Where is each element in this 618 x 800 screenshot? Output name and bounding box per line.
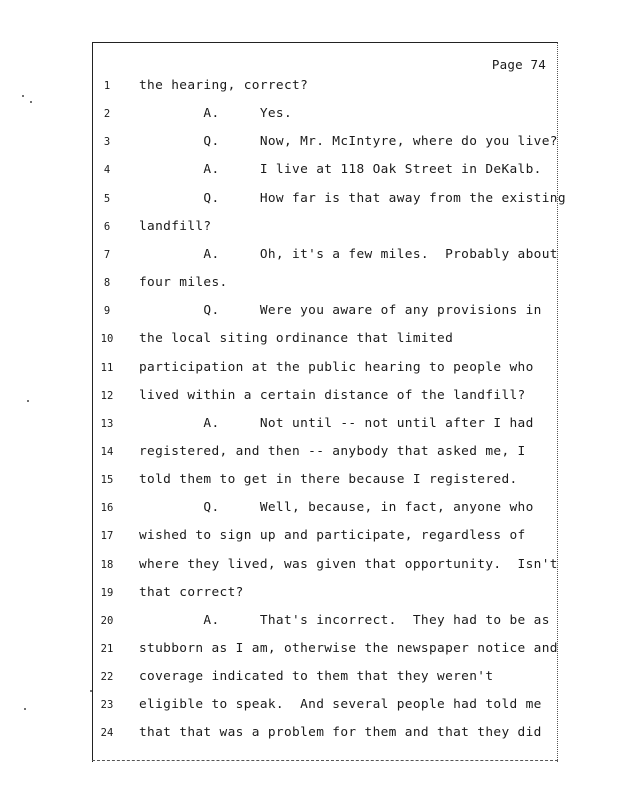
line-number: 8 (103, 277, 111, 290)
line-text: that correct? (139, 584, 244, 600)
line-text: stubborn as I am, otherwise the newspaper notice and (139, 641, 558, 656)
line-number: 6 (103, 220, 111, 233)
scan-speck (27, 400, 29, 402)
transcript-line (96, 667, 556, 687)
transcript-line (96, 358, 556, 378)
transcript-line (96, 639, 556, 659)
line-number: 21 (100, 643, 114, 655)
transcript-line (96, 386, 556, 406)
transcript-line (96, 498, 556, 518)
transcript-line (96, 301, 556, 321)
scan-speck (30, 101, 32, 103)
line-text: participation at the public hearing to people who (139, 359, 534, 375)
transcript-line (96, 526, 556, 546)
line-text: registered, and then -- anybody that asked me, I (139, 443, 526, 459)
line-text: A. Oh, it's a few miles. Probably about (139, 246, 558, 262)
line-number: 3 (103, 136, 111, 149)
line-text: Q. How far is that away from the existing (139, 190, 566, 206)
line-text: A. Not until -- not until after I had (139, 415, 534, 431)
line-text: coverage indicated to them that they weren't (139, 669, 494, 685)
line-text: Q. Well, because, in fact, anyone who (139, 500, 534, 516)
scan-speck (22, 95, 24, 97)
line-number: 5 (103, 192, 111, 205)
line-number: 1 (103, 80, 111, 92)
page-number: Page 74 (491, 57, 546, 72)
line-text: where they lived, was given that opportunity. Isn't (139, 556, 558, 572)
transcript-line (96, 470, 556, 490)
line-text: wished to sign up and participate, regardless of (139, 528, 526, 544)
transcript-line (96, 160, 556, 180)
line-text: the hearing, correct? (139, 78, 309, 93)
line-number: 20 (100, 614, 114, 627)
transcript-line (96, 583, 556, 603)
transcript-line (96, 442, 556, 462)
transcript-line (96, 414, 556, 434)
line-text: Q. Were you aware of any provisions in (139, 303, 542, 319)
line-text: told them to get in there because I registered. (139, 472, 518, 488)
line-number: 22 (100, 671, 114, 684)
line-number: 16 (100, 502, 114, 515)
transcript-line (96, 611, 556, 631)
line-number: 19 (100, 586, 114, 599)
line-number: 9 (103, 305, 111, 318)
line-number: 7 (103, 248, 111, 261)
line-text: the local siting ordinance that limited (139, 331, 454, 347)
transcript-line (96, 329, 556, 349)
line-text: landfill? (139, 218, 212, 234)
transcript-line (96, 217, 556, 237)
line-number: 13 (100, 417, 114, 430)
transcript-line (96, 695, 556, 715)
line-text: A. Yes. (139, 106, 293, 122)
transcript-line (96, 189, 566, 209)
line-number: 15 (100, 474, 114, 487)
line-number: 18 (100, 558, 114, 571)
line-text: that that was a problem for them and that they did (139, 725, 542, 741)
transcript-line (96, 132, 556, 152)
transcript-line (96, 245, 556, 265)
transcript-line (96, 104, 556, 124)
scan-speck (90, 690, 92, 692)
line-number: 17 (100, 530, 114, 543)
line-number: 12 (100, 389, 114, 402)
line-text: four miles. (139, 275, 228, 291)
transcript-line (96, 723, 556, 743)
line-text: A. That's incorrect. They had to be as (139, 612, 550, 628)
line-number: 10 (100, 333, 114, 346)
bottom-rule (92, 760, 558, 761)
transcript-line (96, 273, 556, 293)
line-number: 24 (100, 727, 114, 740)
line-number: 2 (103, 108, 111, 121)
line-text: eligible to speak. And several people had told me (139, 697, 542, 713)
line-number: 14 (100, 445, 114, 458)
line-text: A. I live at 118 Oak Street in DeKalb. (139, 162, 542, 178)
line-text: lived within a certain distance of the landfill? (139, 387, 526, 403)
transcript-line (96, 76, 556, 96)
line-text: Q. Now, Mr. McIntyre, where do you live? (139, 134, 558, 150)
line-number: 4 (103, 164, 111, 177)
line-number: 11 (100, 361, 114, 374)
transcript-line (96, 555, 556, 575)
line-number: 23 (100, 699, 114, 712)
scan-speck (24, 708, 26, 710)
